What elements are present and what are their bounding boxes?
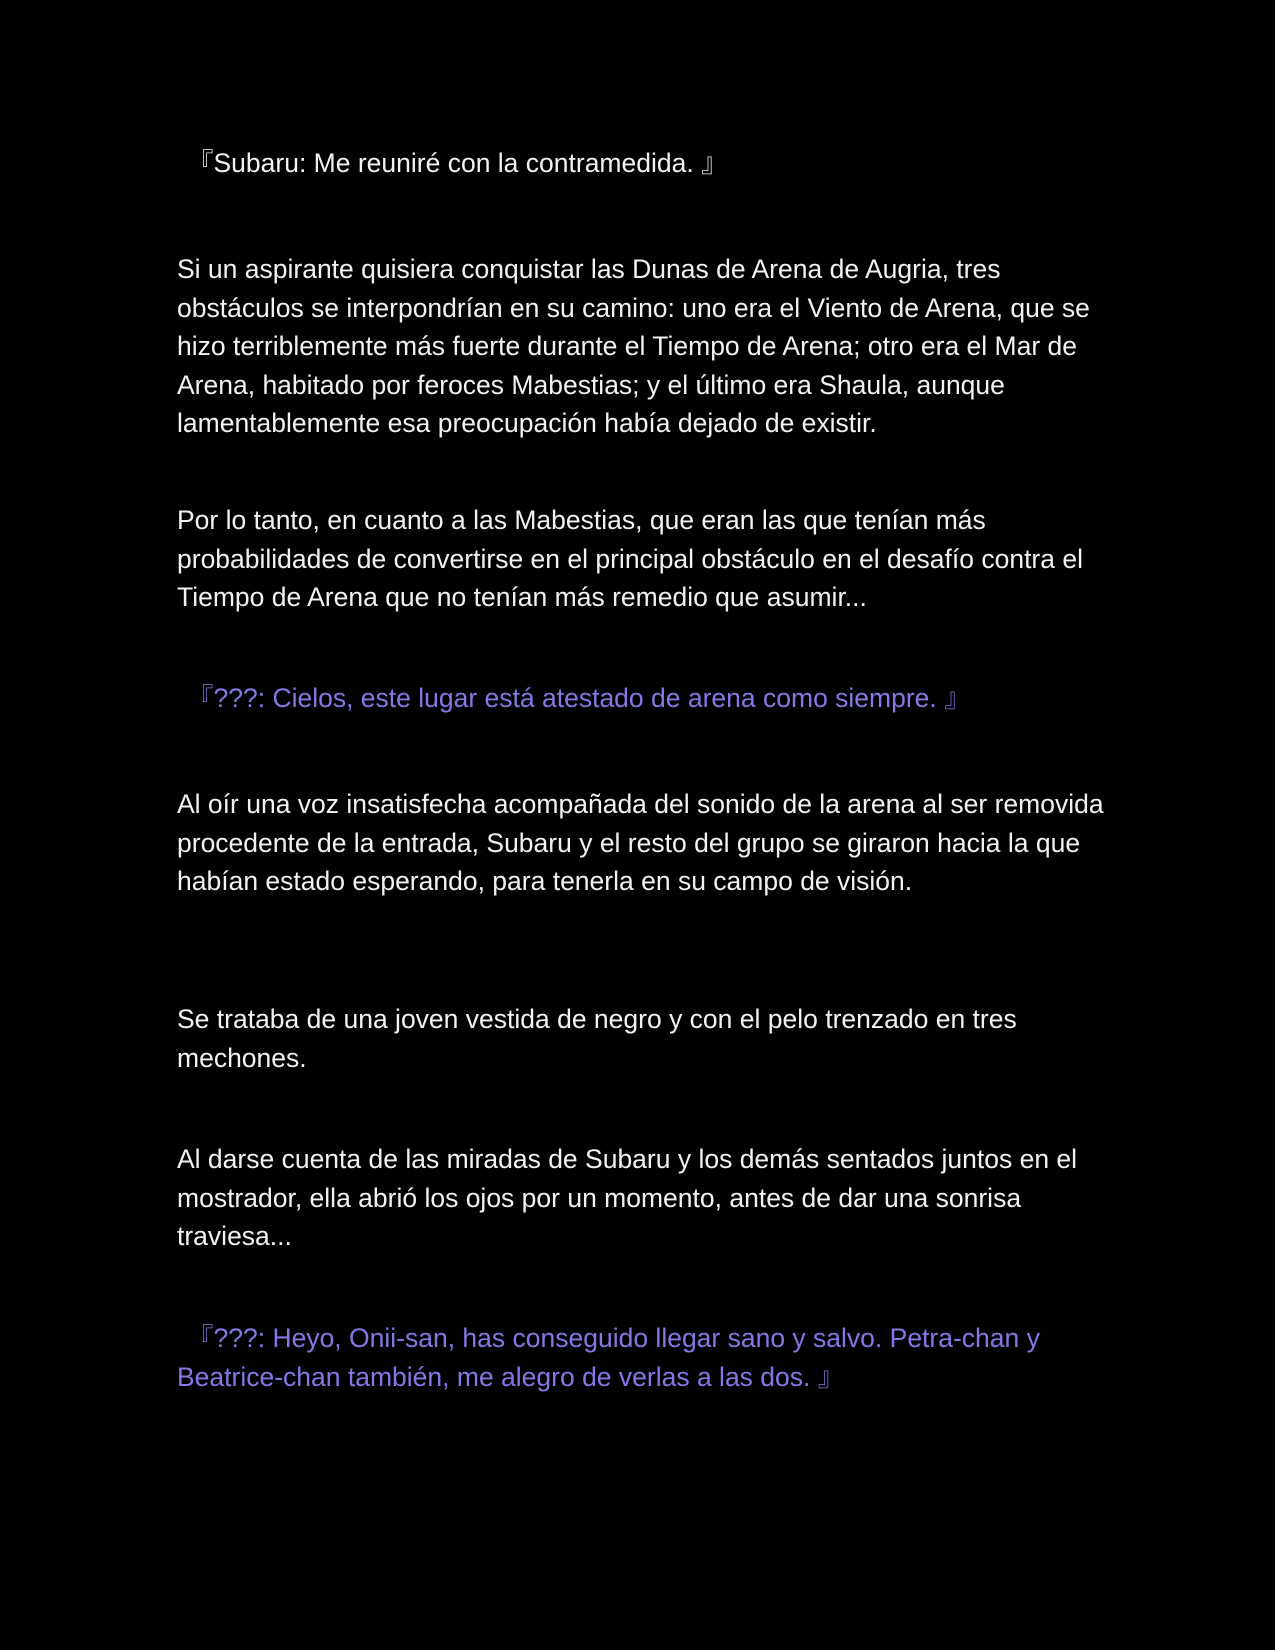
narration-paragraph-voice: Al oír una voz insatisfecha acompañada del sonido de la arena al ser removida procedente de la entrada, Subaru y el resto del grupo se giraron hacia la que habían estado esperando, para tenerla en su campo de visión. (177, 789, 1104, 896)
dialogue-unknown-greeting: 『???: Heyo, Onii-san, has conseguido llegar sano y salvo. Petra-chan y Beatrice-chan también, me alegro de verlas a las dos. 』 (177, 1323, 1040, 1392)
dialogue-subaru: 『Subaru: Me reuniré con la contramedida. 』 (187, 148, 728, 178)
dialogue-unknown-sand: 『???: Cielos, este lugar está atestado de arena como siempre. 』 (187, 683, 971, 713)
narration-paragraph-mabestias: Por lo tanto, en cuanto a las Mabestias, que eran las que tenían más probabilidades de convertirse en el principal obstáculo en el desafío contra el Tiempo de Arena que no tenían más remedio que asumir... (177, 505, 1083, 612)
narration-paragraph-girl: Se trataba de una joven vestida de negro y con el pelo trenzado en tres mechones. (177, 1004, 1017, 1073)
narration-paragraph-glances: Al darse cuenta de las miradas de Subaru y los demás sentados juntos en el mostrador, ella abrió los ojos por un momento, antes de dar una sonrisa traviesa... (177, 1144, 1078, 1251)
narration-paragraph-dunes: Si un aspirante quisiera conquistar las Dunas de Arena de Augria, tres obstáculos se interpondrían en su camino: uno era el Viento de Arena, que se hizo terriblemente más fuerte durante el Tiempo de Arena; otro era el Mar de Arena, habitado por feroces Mabestias; y el último era Shaula, aunque lamentablemente esa preocupación había dejado de existir. (177, 254, 1090, 438)
